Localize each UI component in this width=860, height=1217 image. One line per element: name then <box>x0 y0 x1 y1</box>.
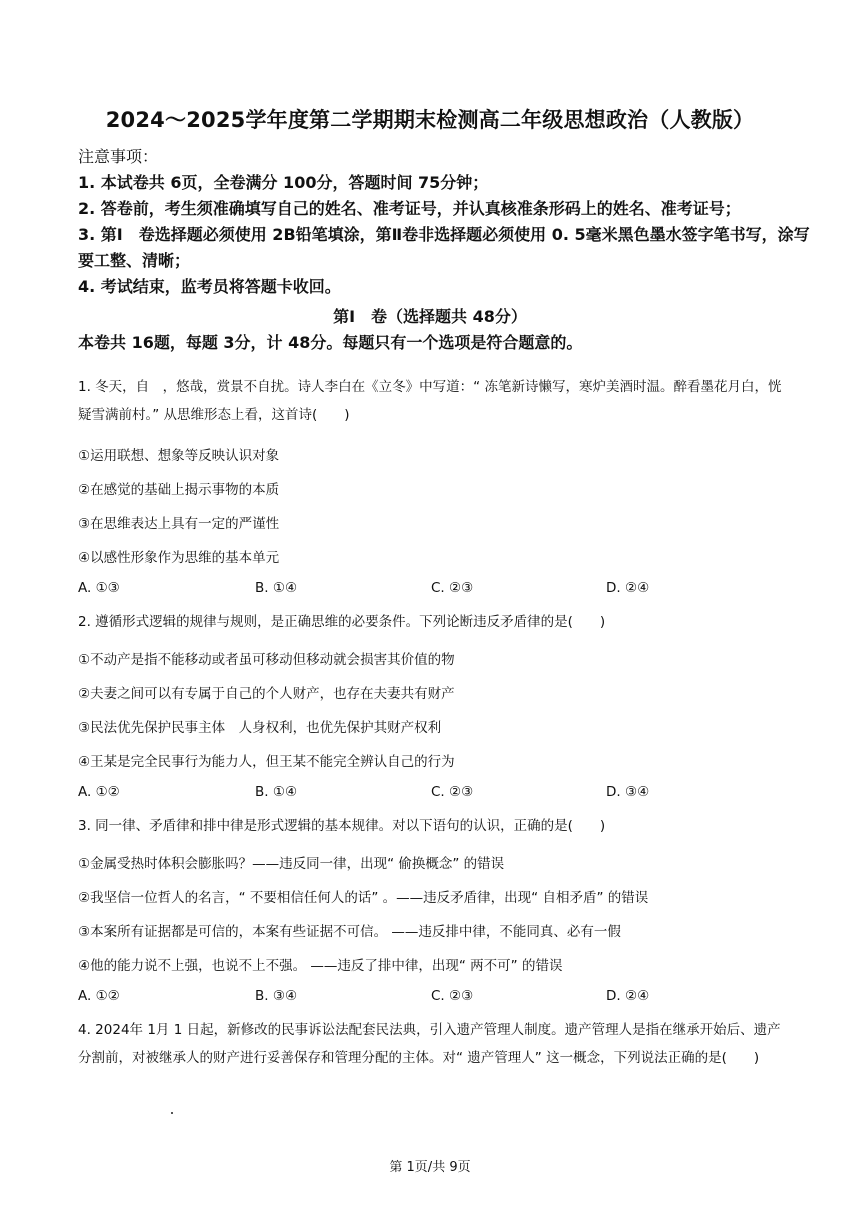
choice-d: D. ②④ <box>606 988 650 1004</box>
notes-heading: 注意事项： <box>78 147 159 166</box>
question-option: ③本案所有证据都是可信的，本案有些证据不可信。 ——违反排中律，不能同真、必有一假 <box>78 924 621 940</box>
choice-a: A. ①② <box>78 988 120 1004</box>
note-item: 1. 本试卷共 6页，全卷满分 100分，答题时间 75分钟； <box>78 173 489 192</box>
question-option: ②夫妻之间可以有专属于自己的个人财产，也存在夫妻共有财产 <box>78 686 455 702</box>
note-item: 3. 第Ⅰ 卷选择题必须使用 2B铅笔填涂，第Ⅱ卷非选择题必须使用 0. 5毫米黑色墨水签字笔书写，涂写要工整、清晰； <box>78 225 810 270</box>
choice-c: C. ②③ <box>431 580 474 596</box>
question-option: ③民法优先保护民事主体 人身权利，也优先保护其财产权利 <box>78 720 442 736</box>
choice-b: B. ①④ <box>255 580 298 596</box>
page-footer: 第 1页/共 9页 <box>389 1160 471 1175</box>
question-option: ②我坚信一位哲人的名言，“ 不要相信任何人的话” 。——违反矛盾律，出现“ 自相矛盾” 的错误 <box>78 890 649 906</box>
stray-dot <box>171 1112 173 1114</box>
question-2-stem: 2. 遵循形式逻辑的规律与规则，是正确思维的必要条件。下列论断违反矛盾律的是( ) <box>78 614 606 630</box>
note-item: 4. 考试结束，监考员将答题卡收回。 <box>78 277 341 296</box>
exam-title: 2024～2025学年度第二学期期末检测高二年级思想政治（人教版） <box>105 108 755 132</box>
question-option: ①运用联想、想象等反映认识对象 <box>78 448 280 464</box>
question-3-stem: 3. 同一律、矛盾律和排中律是形式逻辑的基本规律。对以下语句的认识，正确的是( ) <box>78 818 606 834</box>
question-option: ①不动产是指不能移动或者虽可移动但移动就会损害其价值的物 <box>78 652 455 668</box>
question-option: ④以感性形象作为思维的基本单元 <box>78 550 280 566</box>
question-4-stem: 4. 2024年 1月 1 日起，新修改的民事诉讼法配套民法典，引入遗产管理人制度。遗产管理人是指在继承开始后、遗产分割前，对被继承人的财产进行妥善保存和管理分配的主体。对“ 遗产管理人” 这一概念，下列说法正确的是( ) <box>78 1022 781 1066</box>
question-1-choices <box>78 580 786 600</box>
section-intro: 本卷共 16题，每题 3分，计 48分。每题只有一个选项是符合题意的。 <box>78 333 583 352</box>
choice-c: C. ②③ <box>431 988 474 1004</box>
question-2-choices <box>78 784 786 804</box>
question-option: ③在思维表达上具有一定的严谨性 <box>78 516 280 532</box>
choice-d: D. ②④ <box>606 580 650 596</box>
note-item: 2. 答卷前，考生须准确填写自己的姓名、准考证号，并认真核准条形码上的姓名、准考证号； <box>78 199 741 218</box>
question-option: ④王某是完全民事行为能力人，但王某不能完全辨认自己的行为 <box>78 754 455 770</box>
question-1-stem: 1. 冬天，自 ，悠哉，赏景不自扰。诗人李白在《立冬》中写道：“ 冻笔新诗懒写，寒炉美酒时温。醉看墨花月白，恍疑雪满前村。” 从思维形态上看，这首诗( ) <box>78 379 782 423</box>
choice-a: A. ①③ <box>78 580 120 596</box>
choice-c: C. ②③ <box>431 784 474 800</box>
choice-b: B. ①④ <box>255 784 298 800</box>
choice-b: B. ③④ <box>255 988 298 1004</box>
question-option: ①金属受热时体积会膨胀吗？——违反同一律，出现“ 偷换概念” 的错误 <box>78 856 505 872</box>
section-title: 第Ⅰ 卷（选择题共 48分） <box>333 307 527 326</box>
question-option: ②在感觉的基础上揭示事物的本质 <box>78 482 280 498</box>
choice-d: D. ③④ <box>606 784 650 800</box>
notes-section <box>78 144 818 300</box>
question-option: ④他的能力说不上强，也说不上不强。 ——违反了排中律，出现“ 两不可” 的错误 <box>78 958 563 974</box>
question-3-choices <box>78 988 786 1008</box>
choice-a: A. ①② <box>78 784 120 800</box>
